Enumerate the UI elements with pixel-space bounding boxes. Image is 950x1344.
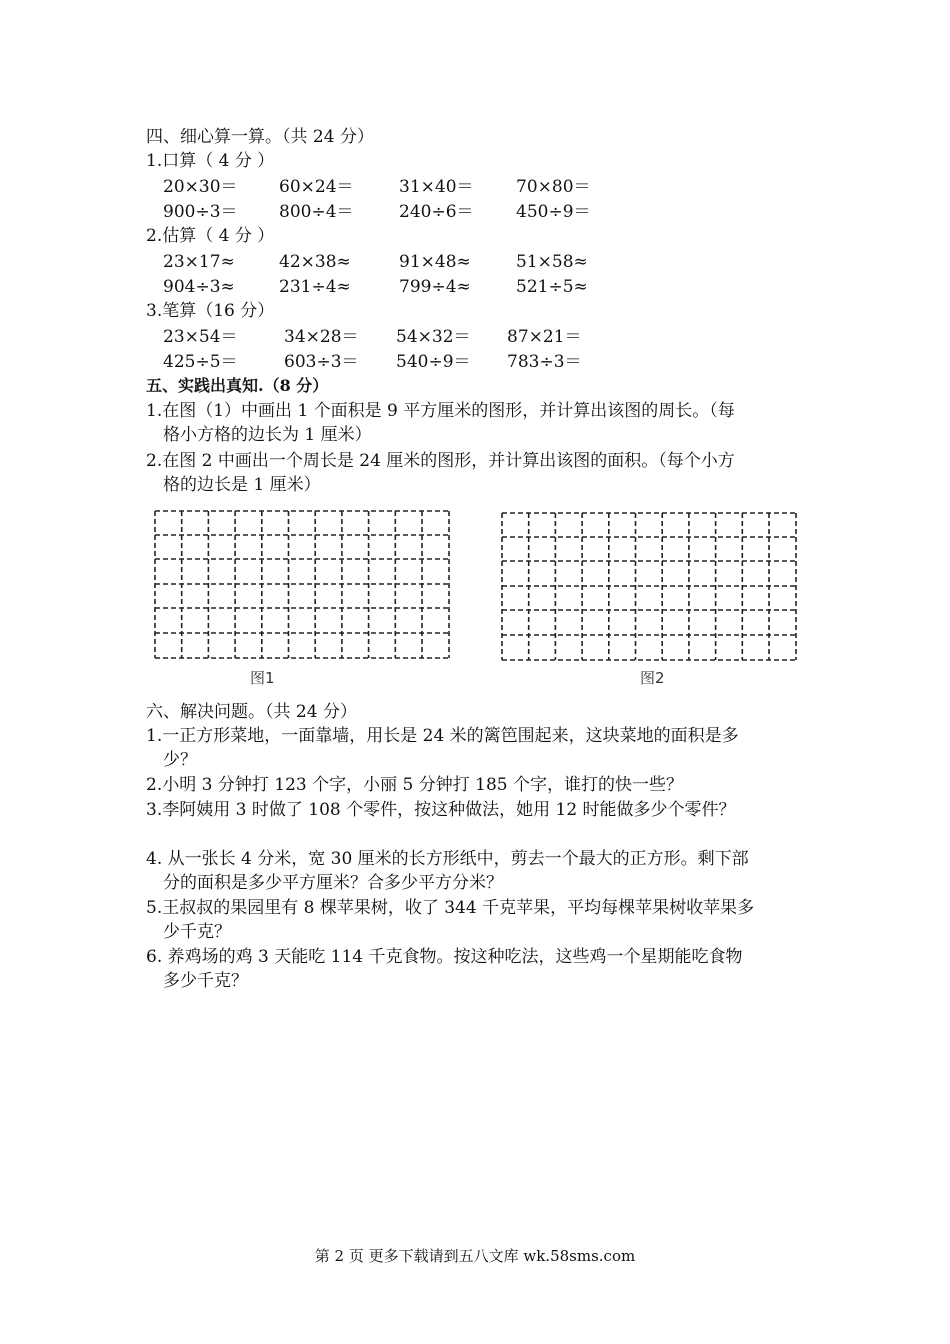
problem: 23×54＝ xyxy=(163,327,238,347)
section6-q5-line1: 5.王叔叔的果园里有 8 棵苹果树，收了 344 千克苹果，平均每棵苹果树收苹果多 xyxy=(146,898,755,918)
written-calc-row-2 xyxy=(0,350,950,374)
oral-calc-title: 1.口算（ 4 分 ） xyxy=(146,151,275,171)
problem: 31×40＝ xyxy=(399,177,474,197)
problem: 521÷5≈ xyxy=(516,277,588,297)
problem: 91×48≈ xyxy=(399,252,471,272)
estimate-row-2 xyxy=(0,275,950,299)
section5-q1-line1: 1.在图（1）中画出 1 个面积是 9 平方厘米的图形，并计算出该图的周长。（每 xyxy=(146,401,735,421)
oral-calc-row-1 xyxy=(0,175,950,199)
section6-q4-line2: 分的面积是多少平方厘米？合多少平方分米？ xyxy=(163,873,503,893)
section6-q1-line1: 1.一正方形菜地，一面靠墙，用长是 24 米的篱笆围起来，这块菜地的面积是多 xyxy=(146,726,739,746)
problem: 60×24＝ xyxy=(279,177,354,197)
section6-q2: 2.小明 3 分钟打 123 个字，小丽 5 分钟打 185 个字，谁打的快一些？ xyxy=(146,775,683,795)
estimate-row-1 xyxy=(0,250,950,274)
problem: 20×30＝ xyxy=(163,177,238,197)
problem: 540÷9＝ xyxy=(396,352,471,372)
problem: 54×32＝ xyxy=(396,327,471,347)
problem: 231÷4≈ xyxy=(279,277,351,297)
problem: 783÷3＝ xyxy=(507,352,582,372)
figure2-grid[interactable] xyxy=(501,512,797,662)
section6-q6-line1: 6. 养鸡场的鸡 3 天能吃 114 千克食物。按这种吃法，这些鸡一个星期能吃食物 xyxy=(146,947,743,967)
problem: 425÷5＝ xyxy=(163,352,238,372)
section5-q2-line2: 格的边长是 1 厘米） xyxy=(163,475,321,495)
problem: 87×21＝ xyxy=(507,327,582,347)
written-calc-row-1 xyxy=(0,325,950,349)
problem: 900÷3＝ xyxy=(163,202,238,222)
problem: 34×28＝ xyxy=(284,327,359,347)
problem: 450÷9＝ xyxy=(516,202,591,222)
section6-q3: 3.李阿姨用 3 时做了 108 个零件，按这种做法，她用 12 时能做多少个零件？ xyxy=(146,800,736,820)
section5-q2-line1: 2.在图 2 中画出一个周长是 24 厘米的图形，并计算出该图的面积。（每个小方 xyxy=(146,451,735,471)
figure1-caption: 图1 xyxy=(250,669,275,687)
problem: 51×58≈ xyxy=(516,252,588,272)
problem: 799÷4≈ xyxy=(399,277,471,297)
section5-q1-line2: 格小方格的边长为 1 厘米） xyxy=(163,425,372,445)
estimate-title: 2.估算（ 4 分 ） xyxy=(146,226,275,246)
problem: 42×38≈ xyxy=(279,252,351,272)
problem: 23×17≈ xyxy=(163,252,235,272)
section4-title: 四、细心算一算。（共 24 分） xyxy=(146,127,374,147)
oral-calc-row-2 xyxy=(0,200,950,224)
section6-q6-line2: 多少千克？ xyxy=(163,971,248,991)
section6-q4-line1: 4. 从一张长 4 分米，宽 30 厘米的长方形纸中，剪去一个最大的正方形。剩下部 xyxy=(146,849,749,869)
section6-q5-line2: 少千克？ xyxy=(163,922,231,942)
problem: 603÷3＝ xyxy=(284,352,359,372)
section6-title: 六、解决问题。（共 24 分） xyxy=(146,702,357,722)
problem: 800÷4＝ xyxy=(279,202,354,222)
problem: 904÷3≈ xyxy=(163,277,235,297)
page-footer: 第 2 页 更多下载请到五八文库 wk.58sms.com xyxy=(314,1247,636,1265)
figure2-caption: 图2 xyxy=(640,669,665,687)
section5-title: 五、实践出真知.（8 分） xyxy=(146,376,329,395)
problem: 70×80＝ xyxy=(516,177,591,197)
problem: 240÷6＝ xyxy=(399,202,474,222)
figure1-grid[interactable] xyxy=(154,510,450,660)
written-calc-title: 3.笔算（16 分） xyxy=(146,301,275,321)
section6-q1-line2: 少？ xyxy=(163,750,197,770)
